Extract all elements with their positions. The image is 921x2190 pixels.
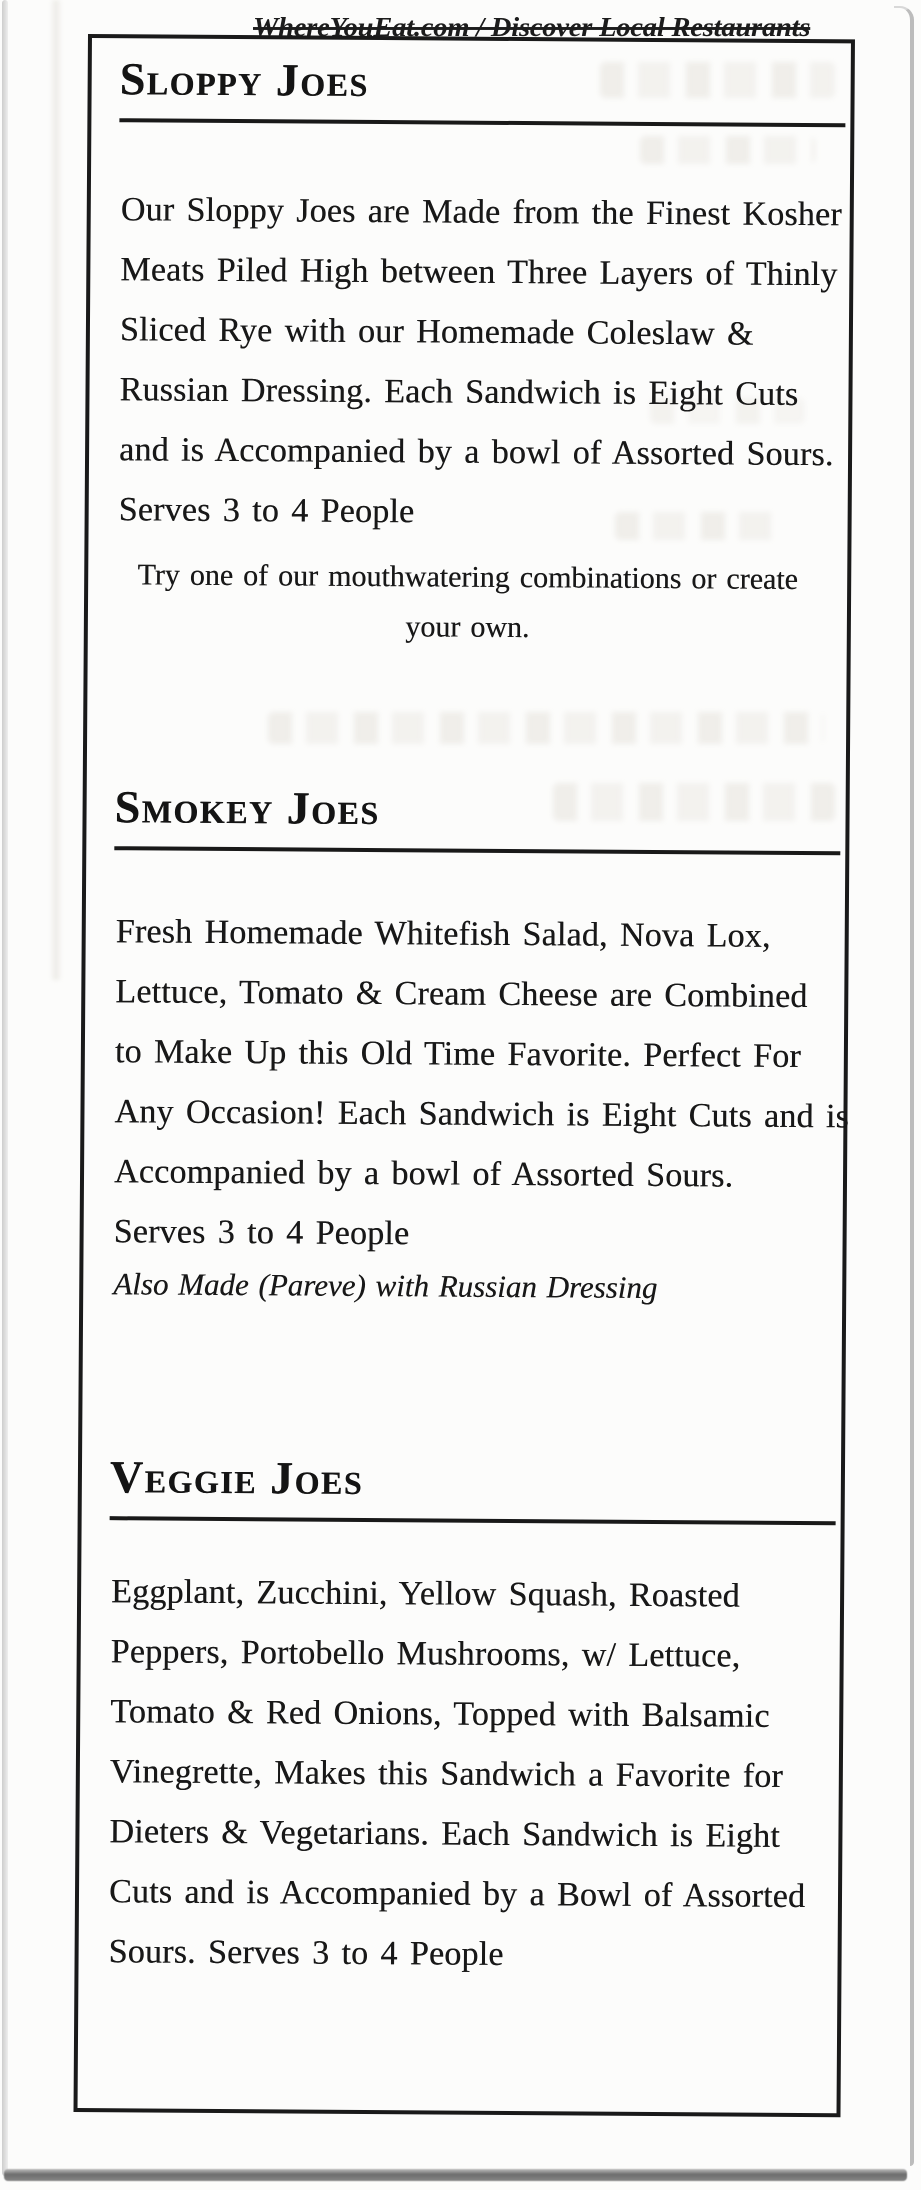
section-title-sloppy-joes: Sloppy Joes	[119, 53, 369, 106]
text-line: Meats Piled High between Three Layers of Thinly	[120, 251, 838, 294]
text-line: Dieters & Vegetarians. Each Sandwich is Eight	[109, 1813, 781, 1855]
scan-edge-right	[894, 6, 914, 2166]
text-line: and is Accompanied by a bowl of Assorted Sours.	[118, 431, 834, 474]
watermark-text: WhereYouEat.com / Discover Local Restaurants	[253, 12, 811, 43]
heading-rule	[119, 118, 845, 127]
text-line: Cuts and is Accompanied by a Bowl of Assorted	[108, 1873, 806, 1916]
text-line: Vinegrette, Makes this Sandwich a Favorite for	[109, 1753, 784, 1795]
text-line: Eggplant, Zucchini, Yellow Squash, Roasted	[110, 1573, 740, 1615]
pareve-footnote: Also Made (Pareve) with Russian Dressing	[113, 1266, 658, 1306]
text-line: Our Sloppy Joes are Made from the Finest Kosher	[120, 191, 842, 234]
section-description-sloppy-joes	[118, 180, 845, 545]
combinations-note	[88, 550, 848, 655]
text-line: Serves 3 to 4 People	[113, 1213, 410, 1253]
heading-rule	[114, 846, 840, 855]
text-line: Russian Dressing. Each Sandwich is Eight Cuts	[119, 371, 799, 413]
text-line: Lettuce, Tomato & Cream Cheese are Combined	[115, 973, 808, 1016]
menu-border-box	[73, 34, 854, 2117]
text-line: Serves 3 to 4 People	[118, 491, 415, 531]
text-line: Sliced Rye with our Homemade Coleslaw &	[119, 311, 754, 353]
text-line: Accompanied by a bowl of Assorted Sours.	[113, 1153, 734, 1195]
section-title-veggie-joes: Veggie Joes	[109, 1451, 364, 1504]
text-line: your own.	[405, 610, 530, 645]
text-line: Fresh Homemade Whitefish Salad, Nova Lox,	[115, 913, 771, 955]
text-line: Tomato & Red Onions, Topped with Balsamic	[110, 1693, 770, 1735]
heading-rule	[110, 1516, 836, 1525]
text-line: Any Occasion! Each Sandwich is Eight Cuts and is	[114, 1093, 850, 1136]
scan-edge-left	[2, 0, 8, 2176]
text-line: Try one of our mouthwatering combinations or create	[137, 558, 799, 596]
paper-crease	[50, 0, 62, 980]
text-line: Peppers, Portobello Mushrooms, w/ Lettuce,	[110, 1633, 741, 1675]
text-line: to Make Up this Old Time Favorite. Perfect For	[114, 1033, 802, 1076]
section-description-smokey-joes	[113, 902, 850, 1267]
text-line: Sours. Serves 3 to 4 People	[108, 1933, 504, 1973]
scan-edge-bottom	[4, 2169, 907, 2181]
section-title-smokey-joes: Smokey Joes	[114, 781, 380, 835]
section-description-veggie-joes	[108, 1562, 836, 1987]
